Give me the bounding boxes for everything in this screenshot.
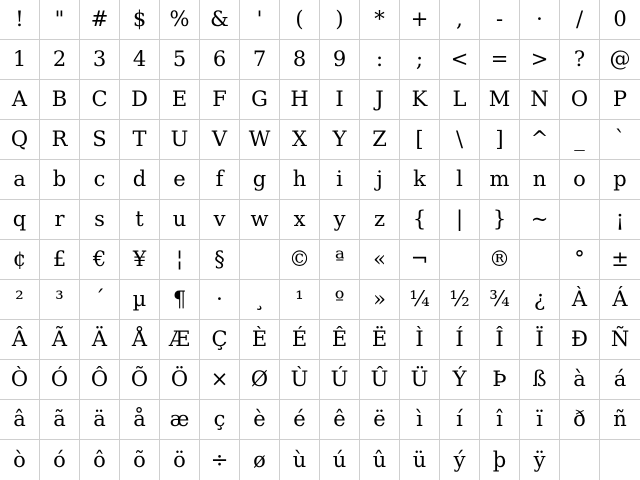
glyph-cell[interactable]: ê	[320, 400, 360, 440]
glyph-cell[interactable]: Í	[440, 320, 480, 360]
glyph-cell[interactable]: µ	[120, 280, 160, 320]
glyph-cell[interactable]: »	[360, 280, 400, 320]
glyph-cell[interactable]: Ò	[0, 360, 40, 400]
glyph-cell[interactable]: F	[200, 80, 240, 120]
glyph-cell[interactable]: ß	[520, 360, 560, 400]
glyph-cell[interactable]: ð	[560, 400, 600, 440]
glyph-cell[interactable]: K	[400, 80, 440, 120]
glyph-cell[interactable]: ý	[440, 440, 480, 480]
glyph-cell[interactable]: Ý	[440, 360, 480, 400]
glyph-cell[interactable]: [	[400, 120, 440, 160]
glyph-cell[interactable]: N	[520, 80, 560, 120]
glyph-cell[interactable]: ,	[440, 0, 480, 40]
glyph-cell[interactable]: ³	[40, 280, 80, 320]
glyph-cell[interactable]: Î	[480, 320, 520, 360]
glyph-cell[interactable]: ?	[560, 40, 600, 80]
glyph-cell[interactable]: z	[360, 200, 400, 240]
glyph-cell[interactable]: L	[440, 80, 480, 120]
glyph-cell[interactable]: ¢	[0, 240, 40, 280]
glyph-cell[interactable]: ©	[280, 240, 320, 280]
glyph-cell[interactable]: É	[280, 320, 320, 360]
glyph-cell[interactable]: l	[440, 160, 480, 200]
glyph-cell[interactable]: î	[480, 400, 520, 440]
glyph-cell[interactable]: ¼	[400, 280, 440, 320]
glyph-cell[interactable]: õ	[120, 440, 160, 480]
glyph-cell[interactable]: ;	[400, 40, 440, 80]
glyph-cell[interactable]: 9	[320, 40, 360, 80]
glyph-cell[interactable]: ]	[480, 120, 520, 160]
glyph-cell[interactable]: %	[160, 0, 200, 40]
glyph-cell[interactable]: Â	[0, 320, 40, 360]
glyph-cell[interactable]: ë	[360, 400, 400, 440]
glyph-cell[interactable]: x	[280, 200, 320, 240]
glyph-cell[interactable]: 1	[0, 40, 40, 80]
glyph-cell[interactable]: W	[240, 120, 280, 160]
glyph-cell[interactable]: Ä	[80, 320, 120, 360]
glyph-cell[interactable]: ¶	[160, 280, 200, 320]
glyph-cell[interactable]: ò	[0, 440, 40, 480]
glyph-cell[interactable]: g	[240, 160, 280, 200]
glyph-cell[interactable]: S	[80, 120, 120, 160]
glyph-cell[interactable]: ·	[520, 0, 560, 40]
glyph-cell[interactable]: M	[480, 80, 520, 120]
glyph-cell[interactable]: ´	[80, 280, 120, 320]
glyph-cell[interactable]: @	[600, 40, 640, 80]
glyph-cell[interactable]: D	[120, 80, 160, 120]
glyph-cell[interactable]: Þ	[480, 360, 520, 400]
glyph-cell[interactable]: ÿ	[520, 440, 560, 480]
glyph-cell[interactable]: «	[360, 240, 400, 280]
glyph-cell[interactable]: -	[480, 0, 520, 40]
glyph-cell[interactable]: V	[200, 120, 240, 160]
glyph-cell[interactable]: A	[0, 80, 40, 120]
glyph-cell[interactable]: Õ	[120, 360, 160, 400]
glyph-cell[interactable]: i	[320, 160, 360, 200]
glyph-cell[interactable]: ¸	[240, 280, 280, 320]
glyph-cell[interactable]: Á	[600, 280, 640, 320]
glyph-cell[interactable]: â	[0, 400, 40, 440]
glyph-cell[interactable]: è	[240, 400, 280, 440]
glyph-cell[interactable]: T	[120, 120, 160, 160]
glyph-cell[interactable]: ó	[40, 440, 80, 480]
glyph-cell[interactable]: ø	[240, 440, 280, 480]
glyph-cell[interactable]: h	[280, 160, 320, 200]
glyph-cell[interactable]: °	[560, 240, 600, 280]
glyph-cell[interactable]: J	[360, 80, 400, 120]
glyph-cell[interactable]: a	[0, 160, 40, 200]
glyph-cell[interactable]: í	[440, 400, 480, 440]
glyph-cell[interactable]: å	[120, 400, 160, 440]
glyph-cell[interactable]: ¡	[600, 200, 640, 240]
glyph-cell[interactable]: ç	[200, 400, 240, 440]
glyph-cell[interactable]: Ø	[240, 360, 280, 400]
glyph-cell[interactable]: 3	[80, 40, 120, 80]
glyph-cell[interactable]: Ñ	[600, 320, 640, 360]
glyph-cell[interactable]: )	[320, 0, 360, 40]
glyph-cell[interactable]: #	[80, 0, 120, 40]
glyph-cell[interactable]: þ	[480, 440, 520, 480]
glyph-cell[interactable]	[240, 240, 280, 280]
glyph-cell[interactable]: +	[400, 0, 440, 40]
glyph-cell[interactable]: '	[240, 0, 280, 40]
glyph-cell[interactable]: b	[40, 160, 80, 200]
glyph-cell[interactable]: ù	[280, 440, 320, 480]
glyph-cell[interactable]: Û	[360, 360, 400, 400]
glyph-cell[interactable]: Ê	[320, 320, 360, 360]
glyph-cell[interactable]: =	[480, 40, 520, 80]
glyph-cell[interactable]: `	[600, 120, 640, 160]
glyph-cell[interactable]: H	[280, 80, 320, 120]
glyph-cell[interactable]: Ú	[320, 360, 360, 400]
glyph-cell[interactable]: c	[80, 160, 120, 200]
glyph-cell[interactable]: Ü	[400, 360, 440, 400]
glyph-cell[interactable]: ~	[520, 200, 560, 240]
glyph-cell[interactable]	[520, 240, 560, 280]
glyph-cell[interactable]: Ð	[560, 320, 600, 360]
glyph-cell[interactable]: /	[560, 0, 600, 40]
glyph-cell[interactable]: ¾	[480, 280, 520, 320]
glyph-cell[interactable]: I	[320, 80, 360, 120]
glyph-cell[interactable]: €	[80, 240, 120, 280]
glyph-cell[interactable]: C	[80, 80, 120, 120]
glyph-cell[interactable]: 7	[240, 40, 280, 80]
glyph-cell[interactable]: ¹	[280, 280, 320, 320]
glyph-cell[interactable]: y	[320, 200, 360, 240]
glyph-cell[interactable]: j	[360, 160, 400, 200]
glyph-cell[interactable]: º	[320, 280, 360, 320]
glyph-cell[interactable]: ²	[0, 280, 40, 320]
glyph-cell[interactable]: m	[480, 160, 520, 200]
glyph-cell[interactable]: ü	[400, 440, 440, 480]
glyph-cell[interactable]: Å	[120, 320, 160, 360]
glyph-cell[interactable]: ®	[480, 240, 520, 280]
glyph-cell[interactable]: £	[40, 240, 80, 280]
glyph-cell[interactable]: O	[560, 80, 600, 120]
glyph-cell[interactable]: !	[0, 0, 40, 40]
glyph-cell[interactable]: ½	[440, 280, 480, 320]
glyph-cell[interactable]: ã	[40, 400, 80, 440]
glyph-cell[interactable]: Ì	[400, 320, 440, 360]
glyph-cell[interactable]: >	[520, 40, 560, 80]
glyph-cell[interactable]: }	[480, 200, 520, 240]
glyph-cell[interactable]: á	[600, 360, 640, 400]
glyph-cell[interactable]: È	[240, 320, 280, 360]
glyph-cell[interactable]: Z	[360, 120, 400, 160]
glyph-cell[interactable]: &	[200, 0, 240, 40]
glyph-cell[interactable]: ×	[200, 360, 240, 400]
glyph-cell[interactable]	[560, 440, 600, 480]
glyph-cell[interactable]: {	[400, 200, 440, 240]
glyph-cell[interactable]: à	[560, 360, 600, 400]
glyph-cell[interactable]: 8	[280, 40, 320, 80]
glyph-cell[interactable]: |	[440, 200, 480, 240]
glyph-cell[interactable]: 5	[160, 40, 200, 80]
glyph-cell[interactable]: d	[120, 160, 160, 200]
glyph-cell[interactable]: \	[440, 120, 480, 160]
glyph-cell[interactable]: <	[440, 40, 480, 80]
glyph-cell[interactable]: 6	[200, 40, 240, 80]
glyph-cell[interactable]: ^	[520, 120, 560, 160]
glyph-cell[interactable]: Ç	[200, 320, 240, 360]
glyph-cell[interactable]: r	[40, 200, 80, 240]
glyph-cell[interactable]: æ	[160, 400, 200, 440]
glyph-cell[interactable]: §	[200, 240, 240, 280]
glyph-cell[interactable]: 2	[40, 40, 80, 80]
glyph-cell[interactable]: Ô	[80, 360, 120, 400]
glyph-cell[interactable]: o	[560, 160, 600, 200]
glyph-cell[interactable]: s	[80, 200, 120, 240]
glyph-cell[interactable]: Æ	[160, 320, 200, 360]
glyph-cell[interactable]: E	[160, 80, 200, 120]
glyph-cell[interactable]: B	[40, 80, 80, 120]
glyph-cell[interactable]: 4	[120, 40, 160, 80]
glyph-cell[interactable]: w	[240, 200, 280, 240]
glyph-cell[interactable]: À	[560, 280, 600, 320]
glyph-cell[interactable]	[440, 240, 480, 280]
glyph-cell[interactable]: _	[560, 120, 600, 160]
glyph-cell[interactable]: Ë	[360, 320, 400, 360]
glyph-cell[interactable]: ÷	[200, 440, 240, 480]
glyph-cell[interactable]: U	[160, 120, 200, 160]
glyph-cell[interactable]: Y	[320, 120, 360, 160]
glyph-cell[interactable]: X	[280, 120, 320, 160]
glyph-cell[interactable]: P	[600, 80, 640, 120]
glyph-cell[interactable]: Ö	[160, 360, 200, 400]
glyph-cell[interactable]: ä	[80, 400, 120, 440]
glyph-cell[interactable]: *	[360, 0, 400, 40]
glyph-cell[interactable]: é	[280, 400, 320, 440]
glyph-cell[interactable]: ¿	[520, 280, 560, 320]
glyph-cell[interactable]: v	[200, 200, 240, 240]
glyph-cell[interactable]: Ù	[280, 360, 320, 400]
glyph-cell[interactable]: ú	[320, 440, 360, 480]
glyph-cell[interactable]: 0	[600, 0, 640, 40]
glyph-cell[interactable]: (	[280, 0, 320, 40]
glyph-cell[interactable]: R	[40, 120, 80, 160]
glyph-cell[interactable]	[600, 440, 640, 480]
glyph-cell[interactable]: û	[360, 440, 400, 480]
glyph-cell[interactable]: G	[240, 80, 280, 120]
glyph-cell[interactable]: t	[120, 200, 160, 240]
glyph-cell[interactable]: ·	[200, 280, 240, 320]
glyph-cell[interactable]: ô	[80, 440, 120, 480]
glyph-cell[interactable]: ±	[600, 240, 640, 280]
glyph-cell[interactable]: $	[120, 0, 160, 40]
glyph-cell[interactable]: ñ	[600, 400, 640, 440]
glyph-cell[interactable]: ª	[320, 240, 360, 280]
glyph-cell[interactable]: Ã	[40, 320, 80, 360]
glyph-cell[interactable]: k	[400, 160, 440, 200]
glyph-cell[interactable]: u	[160, 200, 200, 240]
glyph-cell[interactable]: f	[200, 160, 240, 200]
glyph-cell[interactable]: ¬	[400, 240, 440, 280]
glyph-cell[interactable]: p	[600, 160, 640, 200]
glyph-cell[interactable]: ¥	[120, 240, 160, 280]
glyph-cell[interactable]: e	[160, 160, 200, 200]
glyph-cell[interactable]: Ï	[520, 320, 560, 360]
glyph-cell[interactable]: :	[360, 40, 400, 80]
glyph-cell[interactable]: Ó	[40, 360, 80, 400]
glyph-cell[interactable]: ì	[400, 400, 440, 440]
glyph-cell[interactable]: ¦	[160, 240, 200, 280]
glyph-cell[interactable]: ö	[160, 440, 200, 480]
glyph-cell[interactable]: n	[520, 160, 560, 200]
glyph-cell[interactable]: q	[0, 200, 40, 240]
glyph-cell[interactable]	[560, 200, 600, 240]
glyph-cell[interactable]: "	[40, 0, 80, 40]
glyph-cell[interactable]: Q	[0, 120, 40, 160]
glyph-cell[interactable]: ï	[520, 400, 560, 440]
